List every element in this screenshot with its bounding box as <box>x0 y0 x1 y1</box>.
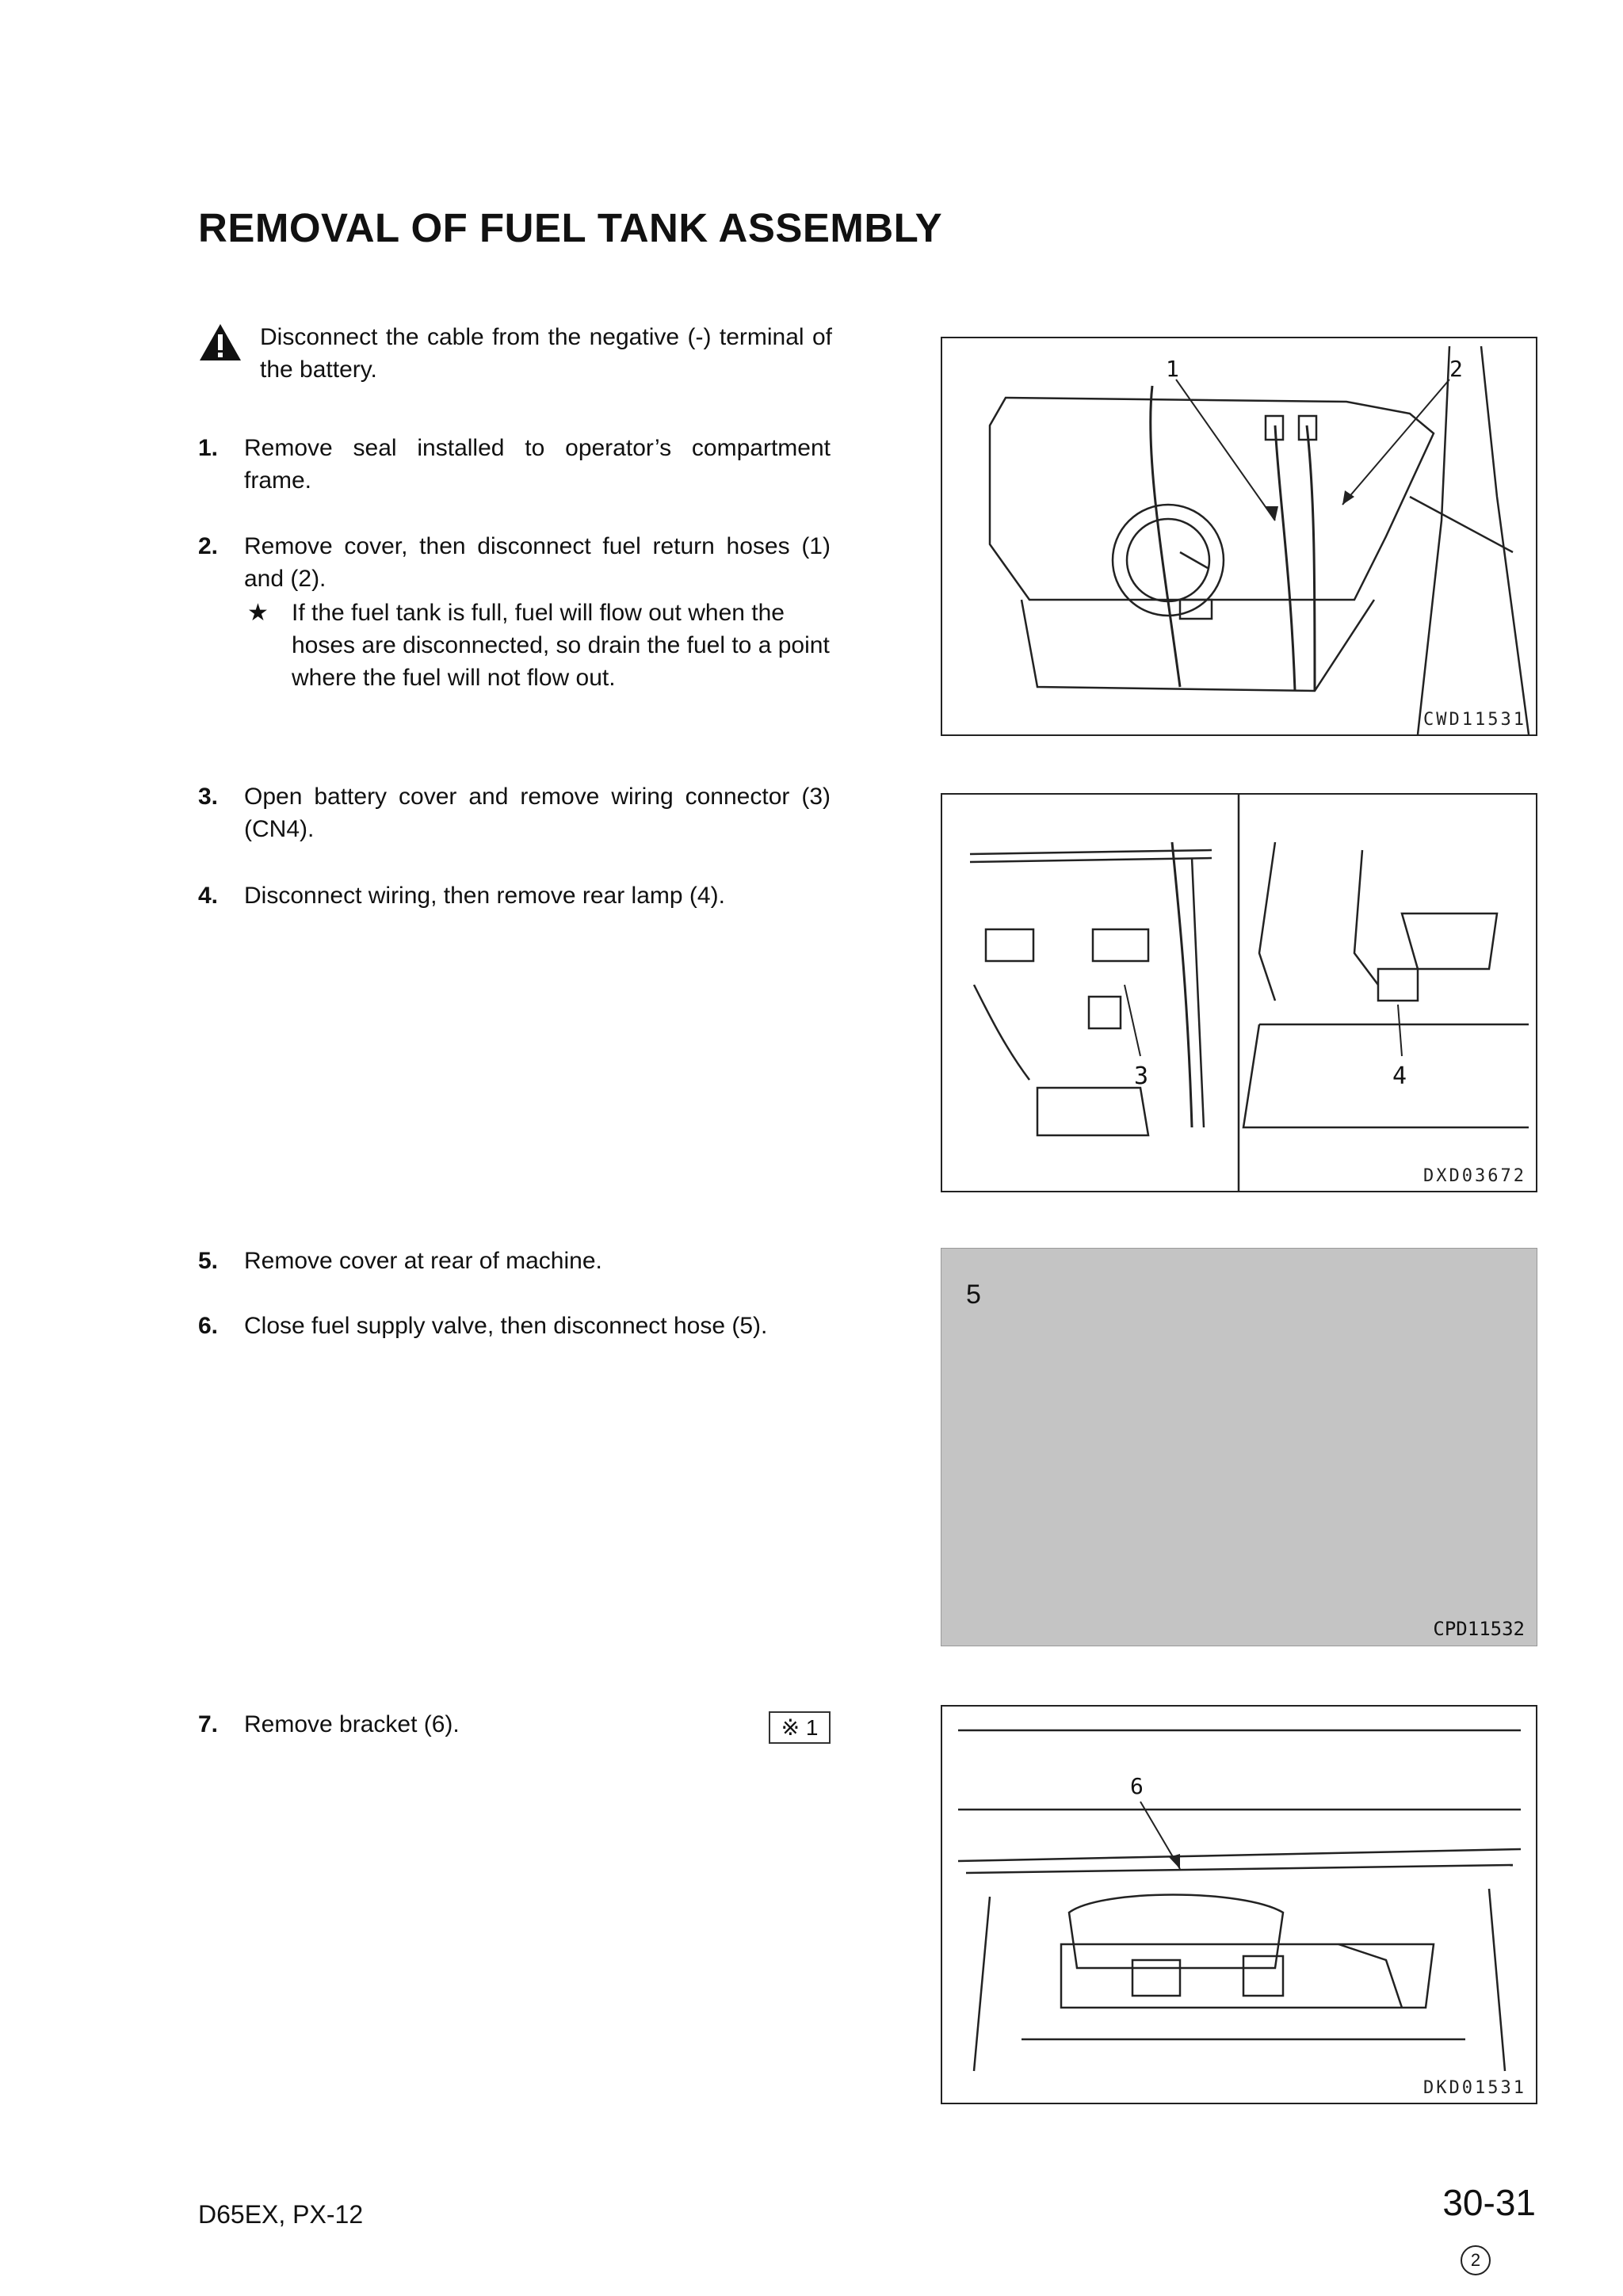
step-text: Open battery cover and remove wiring connector (3) (CN4). <box>244 784 831 842</box>
figure-rear-hose-photo <box>941 1248 1537 1646</box>
callout-label: 5 <box>966 1280 981 1310</box>
revision-mark: 2 <box>1461 2245 1491 2275</box>
note-text: If the fuel tank is full, fuel will flow out when the hoses are disconnected, so drain the fuel to a point where the fuel will not flow out. <box>292 600 830 691</box>
callout-label: 4 <box>1392 1062 1407 1090</box>
step-text: Remove cover, then disconnect fuel return hoses (1) and (2). <box>244 533 831 592</box>
step-text: Close fuel supply valve, then disconnect hose (5). <box>244 1313 768 1339</box>
reference-mark: ※ 1 <box>769 1711 831 1744</box>
footer-model: D65EX, PX-12 <box>198 2200 364 2229</box>
page-number: 30-31 <box>1442 2182 1536 2223</box>
step-number: 4. <box>198 883 219 909</box>
page-title: REMOVAL OF FUEL TANK ASSEMBLY <box>198 205 943 250</box>
step-text: Remove bracket (6). <box>244 1711 460 1737</box>
step-number: 5. <box>198 1248 219 1274</box>
callout-label: 1 <box>1166 356 1179 382</box>
star-icon: ★ <box>247 600 269 626</box>
step-1 <box>198 432 831 497</box>
warning-triangle-icon <box>198 322 242 362</box>
step-number: 6. <box>198 1313 219 1339</box>
step-text: Remove seal installed to operator’s compartment frame. <box>244 435 831 494</box>
step-note <box>244 597 831 694</box>
step-3 <box>198 780 831 845</box>
callout-label: 2 <box>1449 356 1463 382</box>
figure-bracket <box>941 1705 1537 2104</box>
battery-and-lamp-drawing <box>942 795 1536 1191</box>
warning-text: Disconnect the cable from the negative (-) terminal of the battery. <box>260 324 832 383</box>
step-5 <box>198 1245 831 1277</box>
step-2 <box>198 530 831 694</box>
figure-fuel-return-hoses <box>941 337 1537 736</box>
photo-placeholder <box>941 1248 1537 1646</box>
step-text: Remove cover at rear of machine. <box>244 1248 602 1274</box>
step-text: Disconnect wiring, then remove rear lamp (4). <box>244 883 725 909</box>
step-6 <box>198 1310 831 1342</box>
step-7 <box>198 1708 831 1741</box>
step-number: 3. <box>198 784 219 810</box>
step-number: 2. <box>198 533 219 559</box>
callout-label: 6 <box>1130 1773 1144 1799</box>
fuel-tank-top-drawing <box>942 338 1536 734</box>
figure-battery-and-rear-lamp <box>941 793 1537 1192</box>
figure-code: DKD01531 <box>1423 2078 1526 2098</box>
bracket-drawing <box>942 1707 1536 2103</box>
step-4 <box>198 879 831 912</box>
warning-notice <box>198 321 832 386</box>
step-number: 1. <box>198 435 219 461</box>
callout-label: 3 <box>1134 1062 1149 1090</box>
step-number: 7. <box>198 1711 219 1737</box>
figure-code: DXD03672 <box>1423 1166 1526 1186</box>
figure-code: CWD11531 <box>1423 710 1526 730</box>
figure-code: CPD11532 <box>1433 1618 1525 1640</box>
